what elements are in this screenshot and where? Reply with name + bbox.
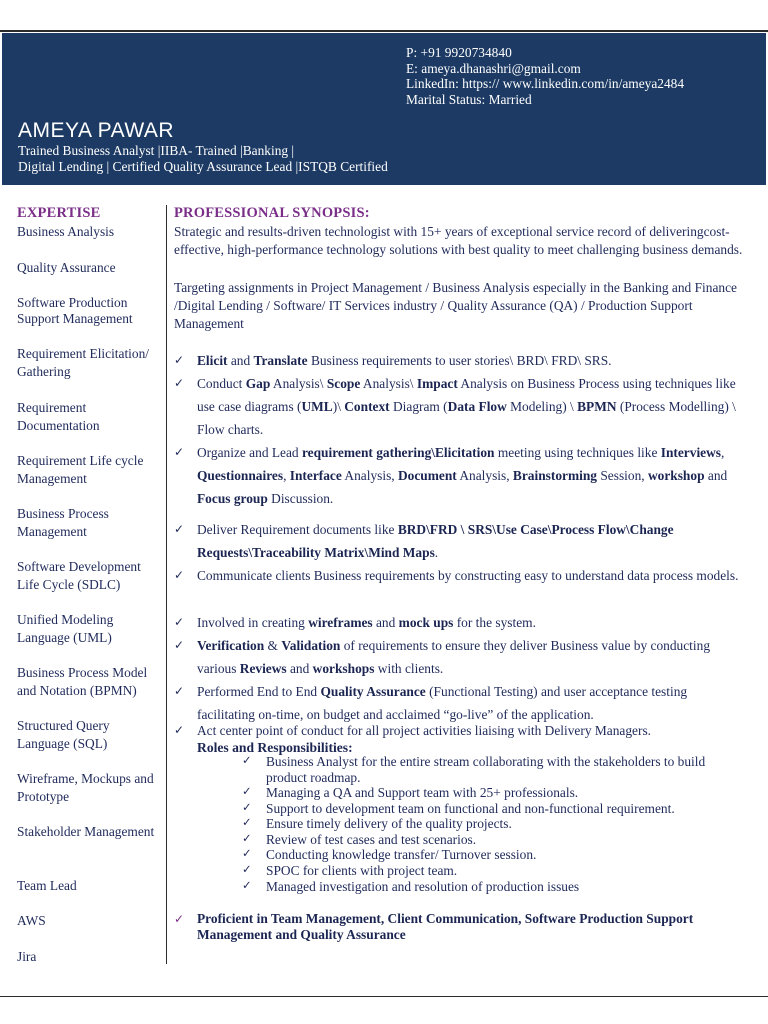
synopsis-column	[174, 205, 754, 942]
expertise-item: Team Lead	[17, 878, 77, 893]
checkmark-icon: ✓	[174, 376, 185, 390]
synopsis-title: PROFESSIONAL SYNOPSIS:	[174, 205, 370, 221]
checkmark-icon: ✓	[174, 353, 185, 367]
roles-title: Roles and Responsibilities:	[197, 740, 353, 755]
candidate-name: AMEYA PAWAR	[18, 119, 175, 142]
checkmark-icon: ✓	[174, 684, 185, 698]
expertise-item: Requirement Life cycle Management	[17, 453, 144, 486]
checkmark-icon: ✓	[174, 912, 185, 926]
checkmark-icon: ✓	[174, 568, 185, 582]
expertise-item: Jira	[17, 949, 37, 964]
checkmark-icon: ✓	[174, 638, 185, 652]
role-text: Business Analyst for the entire stream collaborating with the stakeholders to build product roadmap.	[266, 754, 706, 785]
checkmark-icon: ✓	[242, 848, 252, 860]
column-divider	[166, 205, 167, 964]
tagline-line-1: Trained Business Analyst |IIBA- Trained |Banking |	[18, 143, 295, 158]
checkmark-icon: ✓	[242, 817, 252, 829]
top-divider	[0, 30, 768, 32]
expertise-item: Requirement Elicitation/ Gathering	[17, 346, 150, 379]
checkmark-icon: ✓	[242, 864, 252, 876]
expertise-column	[17, 205, 165, 964]
role-text: Support to development team on functional and non-functional requirement.	[266, 801, 675, 816]
tagline-line-2: Digital Lending | Certified Quality Assurance Lead |ISTQB Certified	[18, 159, 388, 174]
expertise-item: Software Production Support Management	[17, 295, 133, 326]
expertise-item: Business Process Management	[17, 506, 109, 539]
bullet-text: Performed End to End Quality Assurance (Functional Testing) and user acceptance testing facilitating on-time, on budget and acclaimed “go-live” of the application.	[197, 684, 688, 722]
expertise-item: Structured Query Language (SQL)	[17, 718, 110, 751]
bullet-text: Act center point of conduct for all project activities liaising with Delivery Managers.	[197, 723, 652, 738]
role-text: SPOC for clients with project team.	[266, 863, 458, 878]
bullet-text: Deliver Requirement documents like BRD\FRD \ SRS\Use Case\Process Flow\Change Requests\Traceability Matrix\Mind Maps.	[197, 522, 674, 560]
contact-email: E: ameya.dhanashri@gmail.com	[406, 60, 581, 76]
expertise-item: Stakeholder Management	[17, 824, 155, 839]
expertise-title: EXPERTISE	[17, 205, 101, 221]
contact-block	[406, 45, 761, 107]
checkmark-icon: ✓	[174, 723, 185, 737]
expertise-item: AWS	[17, 913, 46, 928]
contact-phone: P: +91 9920734840	[406, 45, 512, 60]
role-text: Managing a QA and Support team with 25+ professionals.	[266, 785, 579, 800]
expertise-item: Business Process Model and Notation (BPMN)	[17, 665, 148, 698]
contact-marital-status: Marital Status: Married	[406, 91, 532, 107]
checkmark-icon: ✓	[174, 445, 185, 459]
role-text: Managed investigation and resolution of production issues	[266, 879, 580, 894]
expertise-item: Unified Modeling Language (UML)	[17, 612, 114, 645]
contact-linkedin: LinkedIn: https:// www.linkedin.com/in/ameya2484	[406, 76, 685, 91]
checkmark-icon: ✓	[242, 755, 252, 767]
synopsis-paragraph-2: Targeting assignments in Project Management / Business Analysis especially in the Banking and Finance /Digital Lending / Software/ IT Services industry / Quality Assurance (QA) / Production Support Management	[174, 280, 737, 331]
role-text: Review of test cases and test scenarios.	[266, 832, 477, 847]
synopsis-paragraph-1: Strategic and results-driven technologist with 15+ years of exceptional service record of deliveringcost-effective, high-performance technology solutions with best quality to meet challenging business demands.	[174, 224, 743, 257]
bullet-text: Organize and Lead requirement gathering\Elicitation meeting using techniques like Interviews, Questionnaires, Interface Analysis, Document Analysis, Brainstorming Session, workshop and Focus group Discussion.	[197, 445, 728, 506]
checkmark-icon: ✓	[242, 880, 252, 892]
bullet-text: Involved in creating wireframes and mock ups for the system.	[197, 615, 536, 630]
bullet-text: Conduct Gap Analysis\ Scope Analysis\ Impact Analysis on Business Process using techniques like use case diagrams (UML)\ Context Diagram (Data Flow Modeling) \ BPMN (Process Modelling) \ Flow charts.	[197, 376, 736, 437]
role-text: Conducting knowledge transfer/ Turnover session.	[266, 847, 537, 862]
expertise-item: Quality Assurance	[17, 260, 116, 275]
checkmark-icon: ✓	[242, 833, 252, 845]
expertise-item: Business Analysis	[17, 224, 115, 239]
bottom-divider	[0, 996, 768, 997]
checkmark-icon: ✓	[174, 615, 185, 629]
bullet-text: Verification & Validation of requirements to ensure they deliver Business value by conducting various Reviews and workshops with clients.	[197, 638, 711, 676]
bullet-text: Elicit and Translate Business requirements to user stories\ BRD\ FRD\ SRS.	[197, 353, 612, 368]
checkmark-icon: ✓	[242, 802, 252, 814]
checkmark-icon: ✓	[242, 786, 252, 798]
role-text: Ensure timely delivery of the quality projects.	[266, 816, 512, 831]
header-banner	[2, 33, 766, 185]
tagline	[18, 143, 468, 175]
summary-text: Proficient in Team Management, Client Communication, Software Production Support Management and Quality Assurance	[197, 911, 694, 942]
expertise-item: Wireframe, Mockups and Prototype	[17, 771, 154, 804]
bullet-text: Communicate clients Business requirements by constructing easy to understand data process models.	[197, 568, 739, 583]
expertise-item: Software Development Life Cycle (SDLC)	[17, 559, 141, 592]
checkmark-icon: ✓	[174, 522, 185, 536]
expertise-item: Requirement Documentation	[17, 400, 100, 433]
